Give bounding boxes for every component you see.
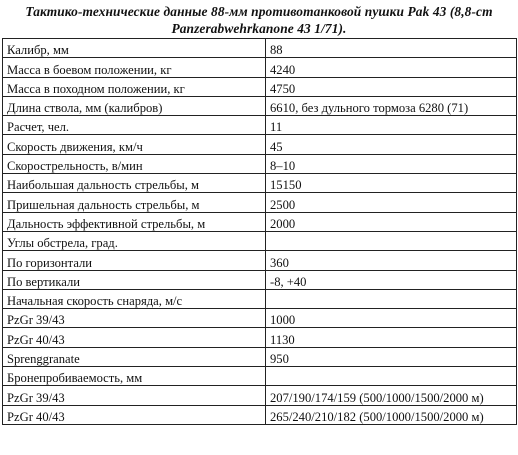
table-row <box>3 231 517 250</box>
table-row <box>3 58 517 77</box>
row-label: PzGr 39/43 <box>3 309 266 328</box>
row-value: 1130 <box>266 328 517 347</box>
row-label: Дальность эффективной стрельбы, м <box>3 212 266 231</box>
table-row <box>3 39 517 58</box>
table-row <box>3 251 517 270</box>
row-value: 360 <box>266 251 517 270</box>
table-row <box>3 212 517 231</box>
row-label: Углы обстрела, град. <box>3 231 266 250</box>
row-value: 950 <box>266 347 517 366</box>
table-row <box>3 347 517 366</box>
row-value: 265/240/210/182 (500/1000/1500/2000 м) <box>266 405 517 424</box>
row-value: 11 <box>266 116 517 135</box>
table-row <box>3 328 517 347</box>
table-row <box>3 309 517 328</box>
table-title-line-1: Тактико-технические данные 88-мм противотанковой пушки Pak 43 (8,8-cm <box>25 4 493 19</box>
table-row <box>3 193 517 212</box>
table-row <box>3 405 517 424</box>
table-row <box>3 154 517 173</box>
row-label: Длина ствола, мм (калибров) <box>3 96 266 115</box>
row-value: 207/190/174/159 (500/1000/1500/2000 м) <box>266 386 517 405</box>
table-row <box>3 367 517 386</box>
row-value: 45 <box>266 135 517 154</box>
row-value <box>266 231 517 250</box>
row-value: 6610, без дульного тормоза 6280 (71) <box>266 96 517 115</box>
table-row <box>3 289 517 308</box>
row-value <box>266 289 517 308</box>
table-row <box>3 77 517 96</box>
specification-table <box>2 38 517 425</box>
row-label: Пришельная дальность стрельбы, м <box>3 193 266 212</box>
table-row <box>3 174 517 193</box>
row-label: Скорость движения, км/ч <box>3 135 266 154</box>
row-label: Скорострельность, в/мин <box>3 154 266 173</box>
row-label: По вертикали <box>3 270 266 289</box>
table-row <box>3 135 517 154</box>
table-row <box>3 96 517 115</box>
row-value <box>266 367 517 386</box>
row-label: Sprenggranate <box>3 347 266 366</box>
table-title-line-2: Panzerabwehrkanone 43 1/71). <box>171 21 347 36</box>
row-label: Масса в походном положении, кг <box>3 77 266 96</box>
row-label: Расчет, чел. <box>3 116 266 135</box>
row-value: 1000 <box>266 309 517 328</box>
table-row <box>3 386 517 405</box>
row-label: PzGr 40/43 <box>3 405 266 424</box>
row-label: По горизонтали <box>3 251 266 270</box>
row-label: PzGr 39/43 <box>3 386 266 405</box>
row-value: 15150 <box>266 174 517 193</box>
row-label: Масса в боевом положении, кг <box>3 58 266 77</box>
row-value: 88 <box>266 39 517 58</box>
row-value: 8–10 <box>266 154 517 173</box>
row-label: PzGr 40/43 <box>3 328 266 347</box>
row-value: 2500 <box>266 193 517 212</box>
row-label: Начальная скорость снаряда, м/с <box>3 289 266 308</box>
table-row <box>3 116 517 135</box>
row-value: -8, +40 <box>266 270 517 289</box>
row-label: Калибр, мм <box>3 39 266 58</box>
row-value: 4240 <box>266 58 517 77</box>
table-row <box>3 270 517 289</box>
table-title <box>4 2 514 38</box>
row-value: 2000 <box>266 212 517 231</box>
row-label: Наибольшая дальность стрельбы, м <box>3 174 266 193</box>
row-value: 4750 <box>266 77 517 96</box>
row-label: Бронепробиваемость, мм <box>3 367 266 386</box>
